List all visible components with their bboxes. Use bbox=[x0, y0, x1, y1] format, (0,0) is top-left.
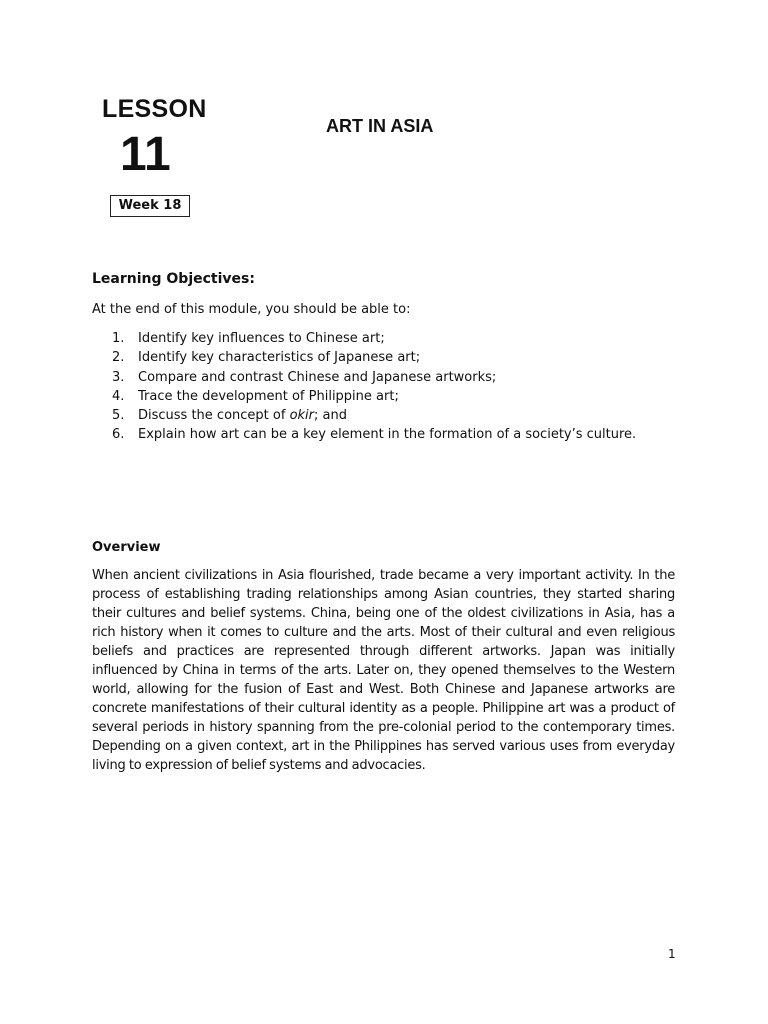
objective-text: Trace the development of Philippine art; bbox=[138, 388, 399, 404]
objective-number: 6. bbox=[112, 427, 125, 443]
lesson-label: LESSON bbox=[102, 95, 207, 123]
objective-text: Compare and contrast Chinese and Japanese artworks; bbox=[138, 369, 497, 385]
page-title: ART IN ASIA bbox=[326, 116, 434, 136]
overview-heading: Overview bbox=[92, 540, 161, 555]
objective-item bbox=[112, 387, 636, 406]
objective-number: 3. bbox=[112, 369, 125, 385]
objective-text-after: ; and bbox=[314, 408, 347, 424]
page-number: 1 bbox=[668, 947, 676, 961]
lesson-number: 11 bbox=[120, 128, 171, 181]
objective-item bbox=[112, 425, 636, 444]
objective-text bbox=[138, 406, 347, 425]
objective-item bbox=[112, 348, 636, 367]
objective-italic-term: okir bbox=[289, 408, 315, 424]
objective-item bbox=[112, 368, 636, 387]
objective-number: 2. bbox=[112, 350, 125, 366]
objective-text: Identify key characteristics of Japanese art; bbox=[138, 350, 421, 366]
objective-item bbox=[112, 329, 636, 348]
objective-text-before: Discuss the concept of bbox=[138, 408, 290, 424]
objective-item bbox=[112, 406, 636, 425]
overview-paragraph: When ancient civilizations in Asia flourished, trade became a very important activity. In the process of establishing trading relationships among Asian countries, they started sharing their cultures and belief systems. China, being one of the oldest civilizations in Asia, has a rich history when it comes to culture and the arts. Most of their cultural and even religious beliefs and practices are represented through different artworks. Japan was initially influenced by China in terms of the arts. Later on, they opened themselves to the Western world, allowing for the fusion of East and West. Both Chinese and Japanese artworks are concrete manifestations of their cultural identity as a people. Philippine art was a product of several periods in history spanning from the pre-colonial period to the contemporary times. Depending on a given context, art in the Philippines has served various uses from everyday living to expression of belief systems and advocacies. bbox=[92, 568, 675, 774]
objectives-intro: At the end of this module, you should be able to: bbox=[92, 302, 411, 317]
objective-text: Explain how art can be a key element in the formation of a society’s culture. bbox=[138, 427, 637, 443]
objective-number: 1. bbox=[112, 331, 125, 346]
objective-number: 4. bbox=[112, 388, 125, 404]
objectives-list bbox=[112, 329, 636, 445]
week-badge: Week 18 bbox=[110, 195, 190, 217]
objective-number: 5. bbox=[112, 408, 125, 424]
objectives-heading: Learning Objectives: bbox=[92, 271, 255, 287]
objective-text: Identify key influences to Chinese art; bbox=[138, 331, 385, 346]
